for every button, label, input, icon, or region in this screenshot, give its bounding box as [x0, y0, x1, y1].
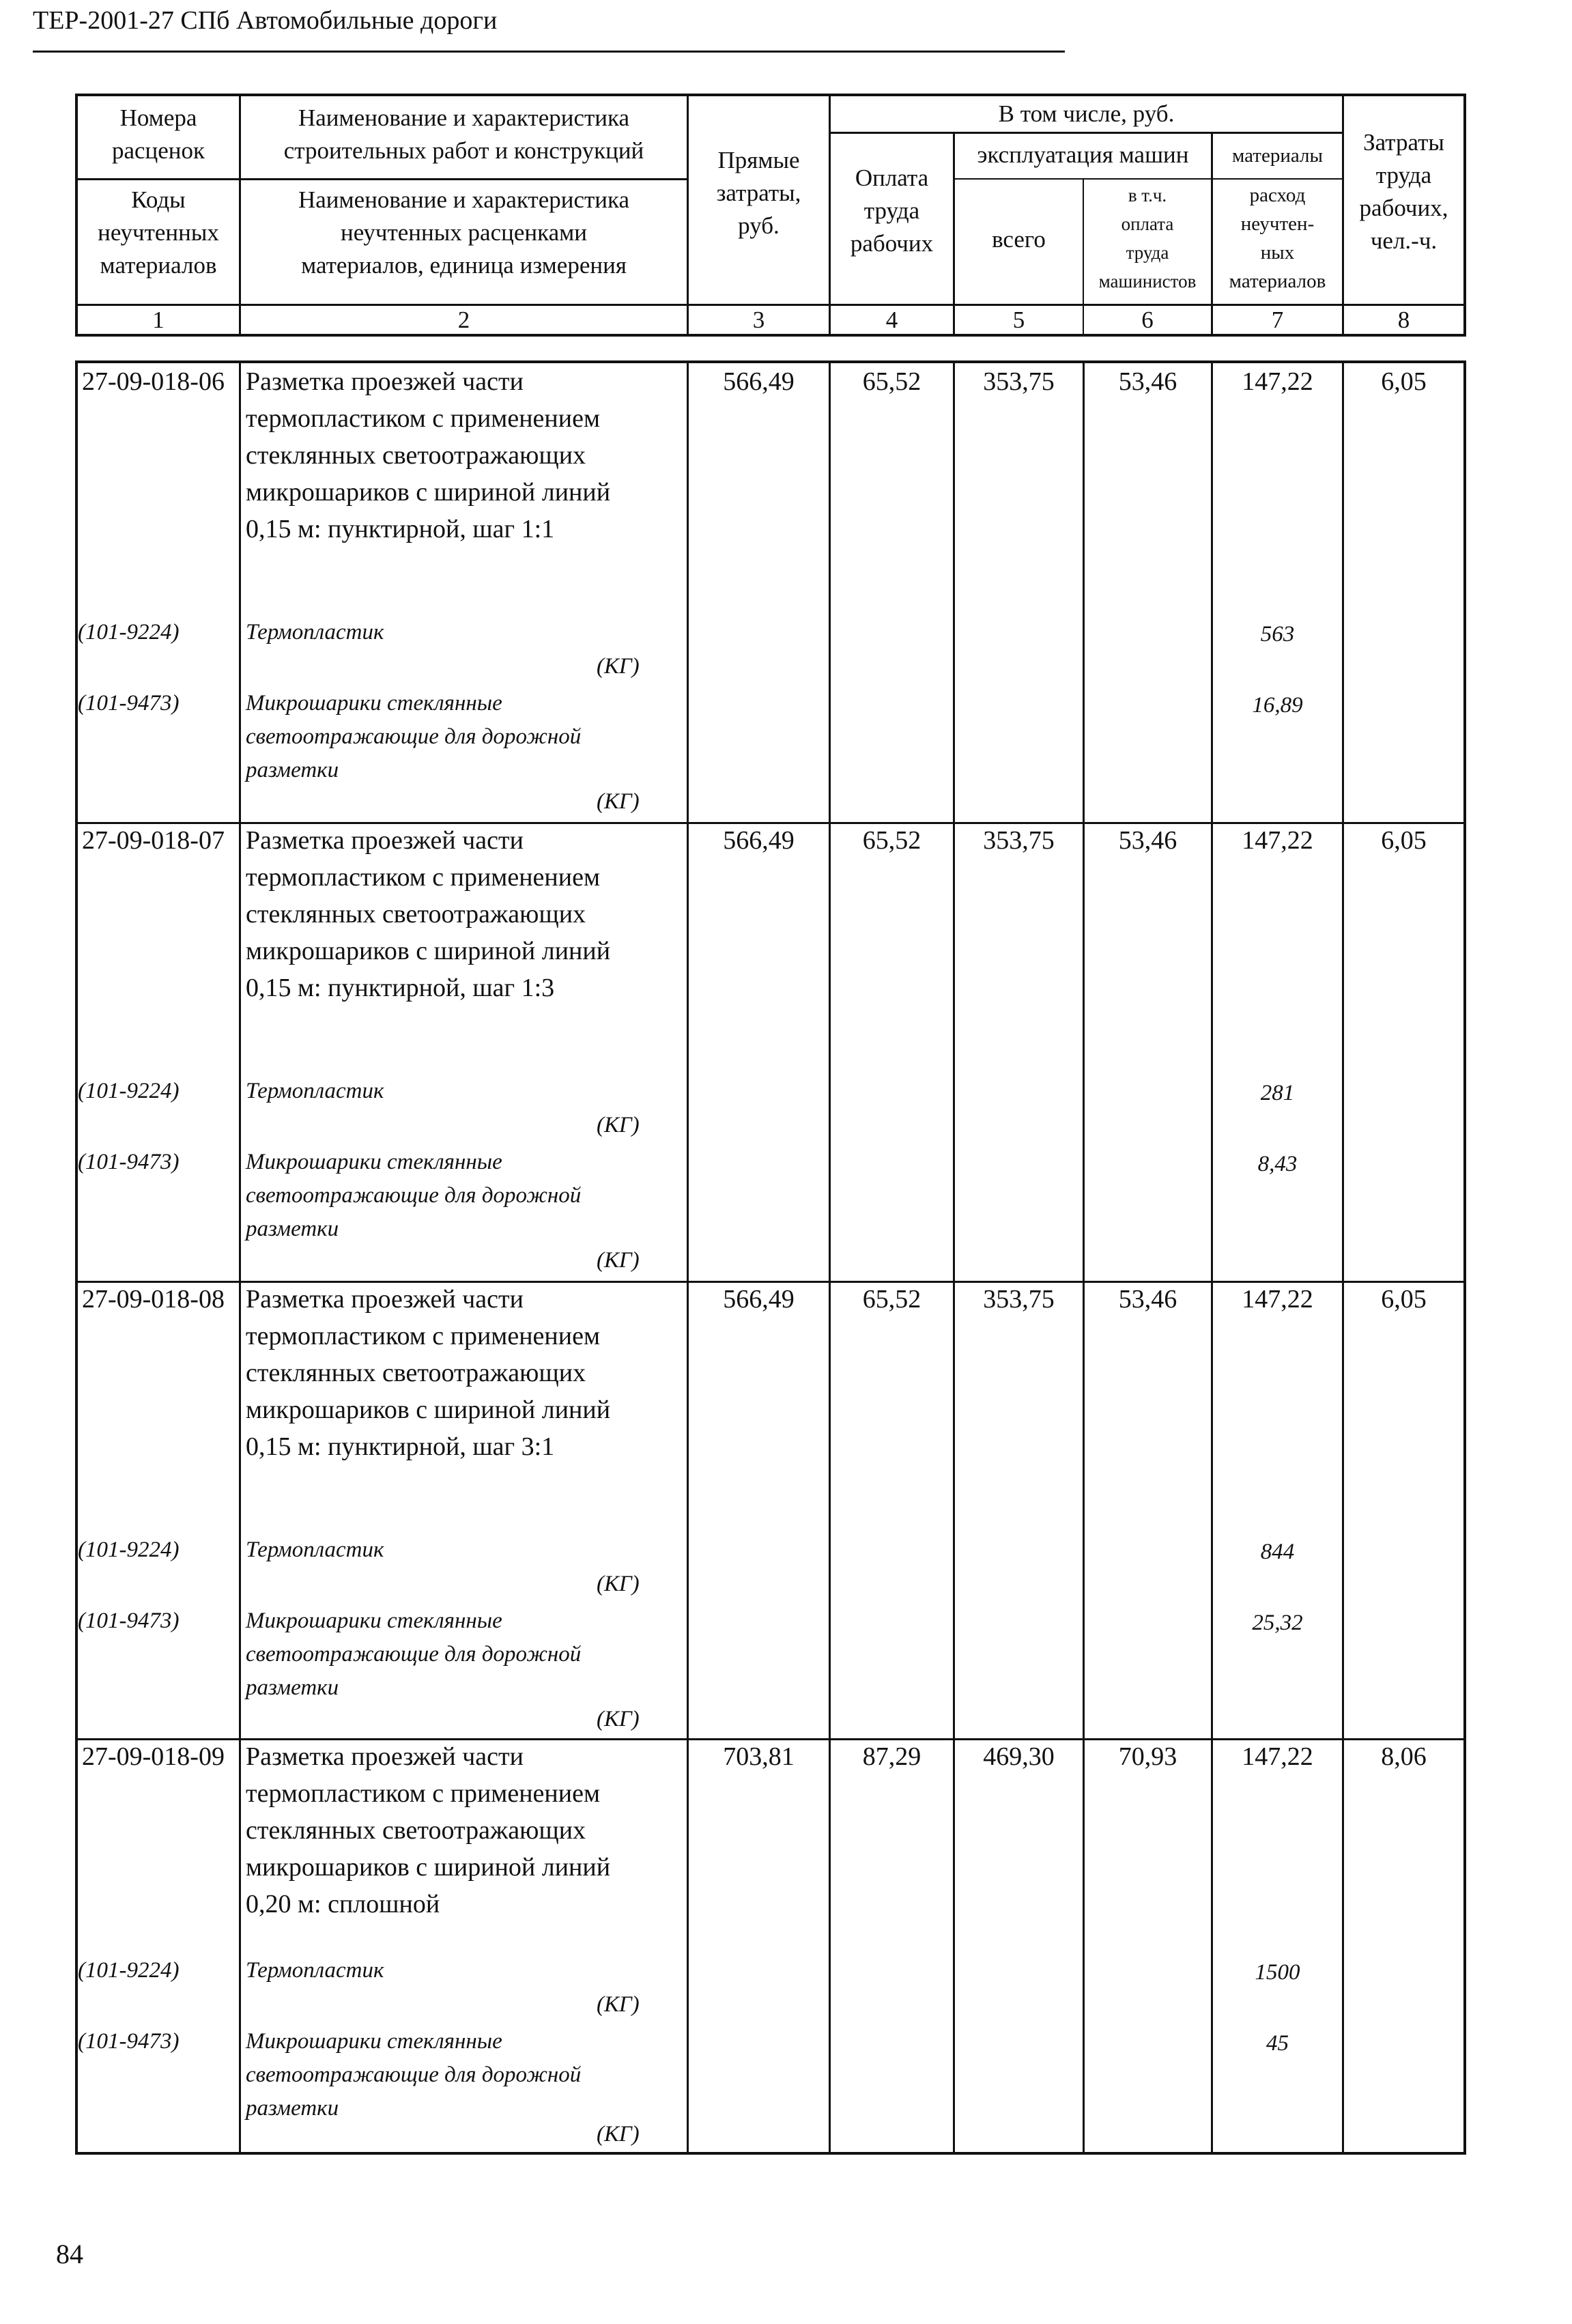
hdr-text: материалов, единица измерения: [301, 252, 627, 279]
name-line: 0,15 м: пунктирной, шаг 3:1: [246, 1432, 555, 1461]
labor-pay: 65,52: [862, 826, 921, 855]
labor-hours: 6,05: [1381, 367, 1427, 396]
name-line: 0,15 м: пунктирной, шаг 1:1: [246, 515, 555, 543]
work-name: [246, 1738, 610, 1923]
name-line: термопластиком с применением: [246, 1779, 601, 1808]
material-name: [246, 687, 581, 787]
material-code: (101-9224): [78, 1079, 180, 1103]
name-line: Микрошарики стеклянные: [246, 1150, 502, 1174]
hdr-text: труда: [863, 197, 920, 224]
name-line: светоотражающие для дорожной: [246, 2063, 582, 2087]
name-line: стеклянных светоотражающих: [246, 1816, 586, 1845]
hdr-text: Наименование и характеристика: [298, 104, 630, 131]
material-code: (101-9224): [78, 1958, 180, 1983]
hdr-col2-top: [241, 102, 687, 167]
hdr-text: руб.: [738, 212, 780, 239]
hdr-text: материалов: [100, 252, 217, 279]
material-name: [246, 2025, 581, 2125]
direct-cost: 703,81: [723, 1742, 795, 1771]
hdr-num-1: 1: [152, 307, 165, 333]
hdr-machines: эксплуатация машин: [977, 141, 1189, 168]
labor-hours: 6,05: [1381, 826, 1427, 855]
hdr-col6: [1084, 181, 1211, 296]
name-line: Микрошарики стеклянные: [246, 691, 502, 715]
hdr-hline-group: [829, 132, 1342, 134]
material-name: [246, 1146, 581, 1246]
material-qty: 25,32: [1252, 1611, 1303, 1635]
material-qty: 16,89: [1252, 693, 1303, 718]
name-line: светоотражающие для дорожной: [246, 724, 582, 749]
name-line: Разметка проезжей части: [246, 1285, 524, 1314]
material-code: (101-9473): [78, 2029, 180, 2054]
name-line: микрошариков с шириной линий: [246, 1395, 611, 1424]
direct-cost: 566,49: [723, 367, 795, 396]
labor-pay: 65,52: [862, 367, 921, 396]
material-qty: 45: [1266, 2031, 1289, 2056]
hdr-text: рабочих: [850, 230, 934, 257]
hdr-text: чел.-ч.: [1370, 227, 1438, 254]
material-qty: 563: [1260, 622, 1295, 647]
name-line: светоотражающие для дорожной: [246, 1642, 582, 1667]
running-head-rule: [33, 51, 1065, 53]
material-qty: 844: [1260, 1540, 1295, 1564]
work-name: [246, 822, 610, 1006]
name-line: разметки: [246, 1217, 339, 1241]
material-unit: (КГ): [597, 654, 640, 679]
material-code: (101-9473): [78, 1609, 180, 1633]
hdr-text: расход: [1249, 184, 1306, 206]
hdr-col1-top: [78, 102, 239, 167]
material-name: Термопластик: [246, 1079, 384, 1103]
hdr-col2-bottom: [241, 184, 687, 282]
direct-cost: 566,49: [723, 826, 795, 855]
material-qty: 281: [1260, 1081, 1295, 1105]
labor-pay: 87,29: [862, 1742, 921, 1771]
hdr-materials: материалы: [1232, 145, 1323, 167]
hdr-hline-top-split: [78, 178, 687, 180]
name-line: светоотражающие для дорожной: [246, 1183, 582, 1208]
table-header: [75, 94, 1466, 337]
material-qty: 1500: [1255, 1960, 1300, 1985]
name-line: 0,15 м: пунктирной, шаг 1:3: [246, 974, 555, 1002]
material-name: [246, 1604, 581, 1705]
material-code: (101-9473): [78, 691, 180, 715]
material-unit: (КГ): [597, 1992, 640, 2017]
name-line: разметки: [246, 758, 339, 782]
name-line: Микрошарики стеклянные: [246, 2029, 502, 2054]
hdr-num-3: 3: [752, 307, 765, 333]
body-vline-5: [1083, 363, 1085, 2152]
name-line: Разметка проезжей части: [246, 367, 524, 396]
material-unit: (КГ): [597, 1707, 640, 1731]
hdr-text: труда: [1126, 242, 1169, 263]
rate-code: 27-09-018-08: [82, 1285, 225, 1314]
body-vline-2: [687, 363, 689, 2152]
hdr-text: машинистов: [1098, 271, 1197, 292]
hdr-num-5: 5: [1012, 307, 1025, 333]
name-line: термопластиком с применением: [246, 1322, 601, 1350]
hdr-col5: всего: [992, 226, 1046, 253]
hdr-col1-bottom: [78, 184, 239, 282]
material-code: (101-9224): [78, 620, 180, 644]
materials-cost: 147,22: [1242, 826, 1313, 855]
direct-cost: 566,49: [723, 1285, 795, 1314]
labor-hours: 6,05: [1381, 1285, 1427, 1314]
name-line: термопластиком с применением: [246, 404, 601, 433]
table-body: [75, 360, 1466, 2155]
hdr-num-8: 8: [1397, 307, 1410, 333]
labor-pay: 65,52: [862, 1285, 921, 1314]
hdr-text: затраты,: [716, 180, 801, 206]
hdr-text: Оплата: [855, 165, 929, 191]
hdr-col7: [1213, 181, 1342, 296]
material-unit: (КГ): [597, 789, 640, 814]
hdr-text: Прямые: [717, 147, 800, 173]
hdr-text: строительных работ и конструкций: [283, 137, 644, 164]
hdr-num-4: 4: [885, 307, 898, 333]
name-line: микрошариков с шириной линий: [246, 1853, 611, 1882]
name-line: стеклянных светоотражающих: [246, 900, 586, 929]
body-vline-3: [829, 363, 831, 2152]
hdr-hline-sub: [953, 178, 1342, 180]
hdr-text: Затраты: [1363, 129, 1444, 156]
materials-cost: 147,22: [1242, 1285, 1313, 1314]
hdr-text: неучтенных: [98, 219, 219, 246]
hdr-num-6: 6: [1141, 307, 1154, 333]
name-line: Разметка проезжей части: [246, 826, 524, 855]
materials-cost: 147,22: [1242, 1742, 1313, 1771]
running-head: ТЕР-2001-27 СПб Автомобильные дороги: [33, 6, 498, 35]
name-line: Микрошарики стеклянные: [246, 1609, 502, 1633]
labor-hours: 8,06: [1381, 1742, 1427, 1771]
material-unit: (КГ): [597, 1113, 640, 1137]
hdr-col4: [831, 162, 953, 260]
hdr-col3: [689, 144, 829, 242]
name-line: термопластиком с применением: [246, 863, 601, 892]
hdr-text: оплата: [1121, 214, 1174, 234]
hdr-text: Наименование и характеристика: [298, 186, 630, 213]
name-line: стеклянных светоотражающих: [246, 441, 586, 470]
body-vline-7: [1342, 363, 1344, 2152]
machinists-pay: 53,46: [1118, 1285, 1177, 1314]
rate-code: 27-09-018-09: [82, 1742, 225, 1771]
material-unit: (КГ): [597, 2122, 640, 2146]
hdr-group-title: В том числе, руб.: [998, 100, 1175, 127]
machinists-pay: 70,93: [1118, 1742, 1177, 1771]
hdr-text: ных: [1260, 242, 1295, 264]
material-name: Термопластик: [246, 1537, 384, 1562]
rate-code: 27-09-018-06: [82, 367, 225, 396]
body-vline-4: [953, 363, 955, 2152]
name-line: Разметка проезжей части: [246, 1742, 524, 1771]
name-line: разметки: [246, 1675, 339, 1700]
material-name: Термопластик: [246, 620, 384, 644]
hdr-text: расценок: [111, 137, 205, 164]
hdr-num-7: 7: [1271, 307, 1284, 333]
body-vline-1: [239, 363, 241, 2152]
machines-total: 353,75: [983, 1285, 1055, 1314]
material-unit: (КГ): [597, 1572, 640, 1596]
material-code: (101-9224): [78, 1537, 180, 1562]
hdr-text: в т.ч.: [1128, 185, 1167, 206]
machinists-pay: 53,46: [1118, 826, 1177, 855]
material-code: (101-9473): [78, 1150, 180, 1174]
hdr-text: материалов: [1229, 270, 1326, 292]
machines-total: 353,75: [983, 367, 1055, 396]
work-name: [246, 1281, 610, 1465]
machines-total: 353,75: [983, 826, 1055, 855]
hdr-num-2: 2: [457, 307, 470, 333]
machinists-pay: 53,46: [1118, 367, 1177, 396]
hdr-text: Коды: [131, 186, 186, 213]
hdr-text: неучтен-: [1240, 213, 1315, 235]
material-name: Термопластик: [246, 1958, 384, 1983]
hdr-text: неучтенных расценками: [340, 219, 587, 246]
hdr-text: Номера: [119, 104, 197, 131]
material-unit: (КГ): [597, 1248, 640, 1273]
work-name: [246, 363, 610, 548]
materials-cost: 147,22: [1242, 367, 1313, 396]
hdr-col8: [1344, 126, 1463, 257]
name-line: стеклянных светоотражающих: [246, 1359, 586, 1387]
name-line: микрошариков с шириной линий: [246, 478, 611, 507]
hdr-text: труда: [1375, 162, 1432, 188]
name-line: микрошариков с шириной линий: [246, 937, 611, 965]
hdr-text: рабочих,: [1359, 195, 1448, 221]
rate-code: 27-09-018-07: [82, 826, 225, 855]
name-line: разметки: [246, 2096, 339, 2121]
name-line: 0,20 м: сплошной: [246, 1890, 440, 1918]
material-qty: 8,43: [1257, 1152, 1298, 1176]
page-number: 84: [56, 2239, 83, 2269]
machines-total: 469,30: [983, 1742, 1055, 1771]
